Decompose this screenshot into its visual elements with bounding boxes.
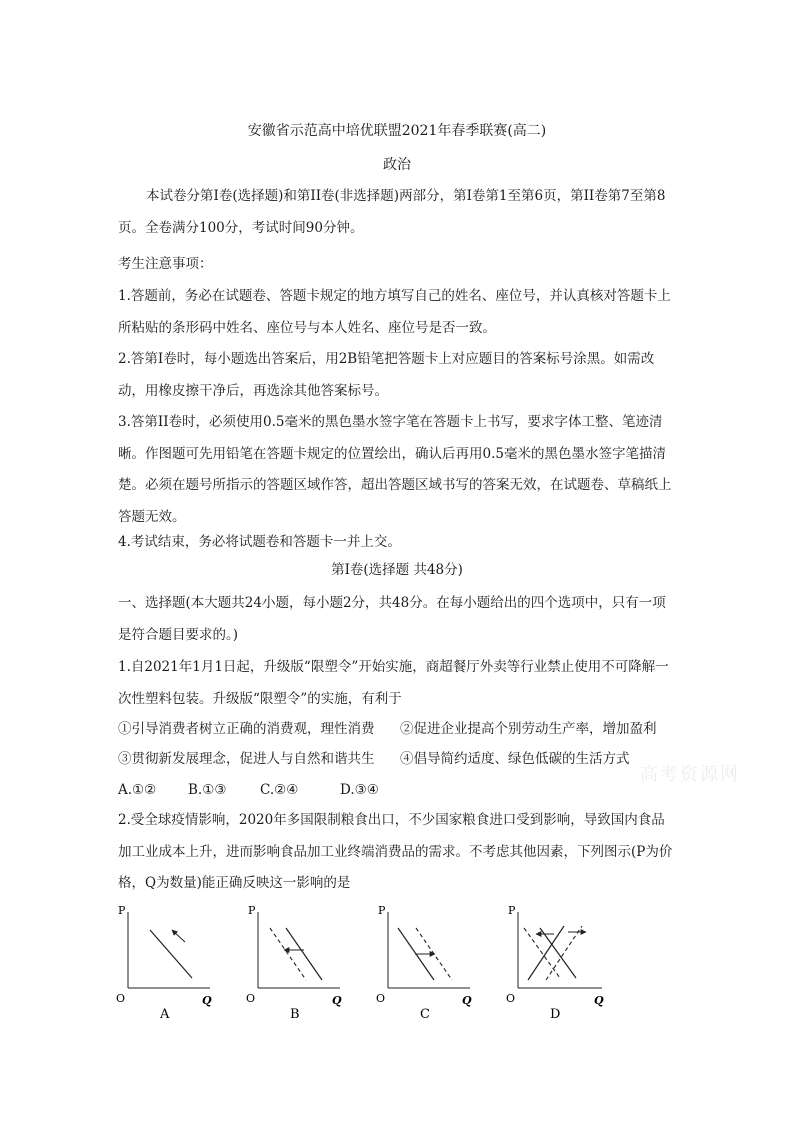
q1-choice-a: A.①② [118, 782, 157, 798]
diagram-d-q-label: Q [594, 994, 604, 1007]
question-1-statements-row-1 [118, 714, 688, 744]
diagram-d [506, 904, 604, 1022]
q1-statement-1: ①引导消费者树立正确的消费观，理性消费 [118, 721, 375, 737]
exam-title: 安徽省示范高中培优联盟2021年春季联赛(高二) [247, 123, 547, 139]
notice-item-4: 4.考试结束，务必将试题卷和答题卡一并上交。 [118, 534, 401, 550]
diagram-c-origin: O [376, 992, 386, 1005]
question-2-stem: 2.受全球疫情影响，2020年多国限制粮食出口，不少国家粮食进口受到影响，导致国内食品加工业成本上升，进而影响食品加工业终端消费品的需求。不考虑其他因素，下列图示(P为价格，Q为数量)能正确反映这一影响的是 [118, 812, 673, 891]
diagram-b-new-curve [270, 928, 306, 980]
question-1-choices [118, 775, 688, 805]
q1-choice-c: C.②④ [260, 782, 299, 798]
diagram-b-origin: O [246, 992, 256, 1005]
diagram-c-letter: C [420, 1007, 430, 1022]
section-instructions: 一、选择题(本大题共24小题，每小题2分，共48分。在每小题给出的四个选项中，只有一项是符合题目要求的。) [118, 595, 666, 643]
diagram-b-letter: B [290, 1007, 300, 1022]
intro-paragraph: 本试卷分第I卷(选择题)和第II卷(非选择题)两部分，第I卷第1至第6页，第II卷第7至第8页。全卷满分100分，考试时间90分钟。 [118, 188, 666, 236]
diagram-a-demand-curve [150, 930, 192, 978]
notice-item-2: 2.答第I卷时，每小题选出答案后，用2B铅笔把答题卡上对应题目的答案标号涂黑。如需改动，用橡皮擦干净后，再选涂其他答案标号。 [118, 351, 655, 399]
diagram-b [246, 904, 342, 1022]
diagram-d-letter: D [550, 1007, 561, 1022]
question-1-stem: 1.自2021年1月1日起，升级版“限塑令”开始实施，商超餐厅外卖等行业禁止使用不可降解一次性塑料包装。升级版“限塑令”的实施，有利于 [118, 659, 669, 707]
diagram-a-shift-arrow [172, 930, 185, 942]
notice-item-1: 1.答题前，务必在试题卷、答题卡规定的地方填写自己的姓名、座位号，并认真核对答题卡上所粘贴的条形码中姓名、座位号与本人姓名、座位号是否一致。 [118, 288, 671, 336]
diagram-b-q-label: Q [332, 994, 342, 1007]
notice-item-3: 3.答第II卷时，必须使用0.5毫米的黑色墨水签字笔在答题卡上书写，要求字体工整、笔迹清晰。作图题可先用铅笔在答题卡规定的位置绘出，确认后再用0.5毫米的黑色墨水签字笔描清楚。必须在题号所指示的答题区域作答，超出答题区域书写的答案无效，在试题卷、草稿纸上答题无效。 [118, 414, 672, 525]
question-1-statements-row-2 [118, 744, 688, 774]
diagram-c-p-label: P [378, 904, 386, 917]
diagram-d-new-demand [524, 928, 560, 978]
diagram-c [376, 904, 472, 1022]
q1-statement-2: ②促进企业提高个别劳动生产率，增加盈利 [400, 721, 657, 737]
q1-choice-b: B.①③ [188, 782, 227, 798]
q1-statement-3: ③贯彻新发展理念，促进人与自然和谐共生 [118, 751, 375, 767]
diagram-a-origin: O [116, 992, 126, 1005]
diagram-a-p-label: P [118, 904, 126, 917]
diagram-a-letter: A [160, 1007, 170, 1022]
notice-heading: 考生注意事项： [118, 256, 213, 272]
q1-statement-4: ④倡导简约适度、绿色低碳的生活方式 [400, 751, 630, 767]
watermark: 高考资源网 [640, 764, 740, 785]
diagram-c-q-label: Q [462, 994, 472, 1007]
section-title: 第I卷(选择题 共48分) [331, 562, 463, 578]
question-2-diagrams [110, 900, 620, 1030]
diagram-d-origin: O [506, 992, 516, 1005]
q1-choice-d: D.③④ [340, 782, 379, 798]
diagram-b-p-label: P [248, 904, 256, 917]
exam-subject: 政治 [383, 157, 411, 173]
diagram-a-q-label: Q [202, 994, 212, 1007]
diagram-a [116, 904, 212, 1022]
diagram-d-p-label: P [508, 904, 516, 917]
diagram-b-original-curve [286, 928, 322, 980]
